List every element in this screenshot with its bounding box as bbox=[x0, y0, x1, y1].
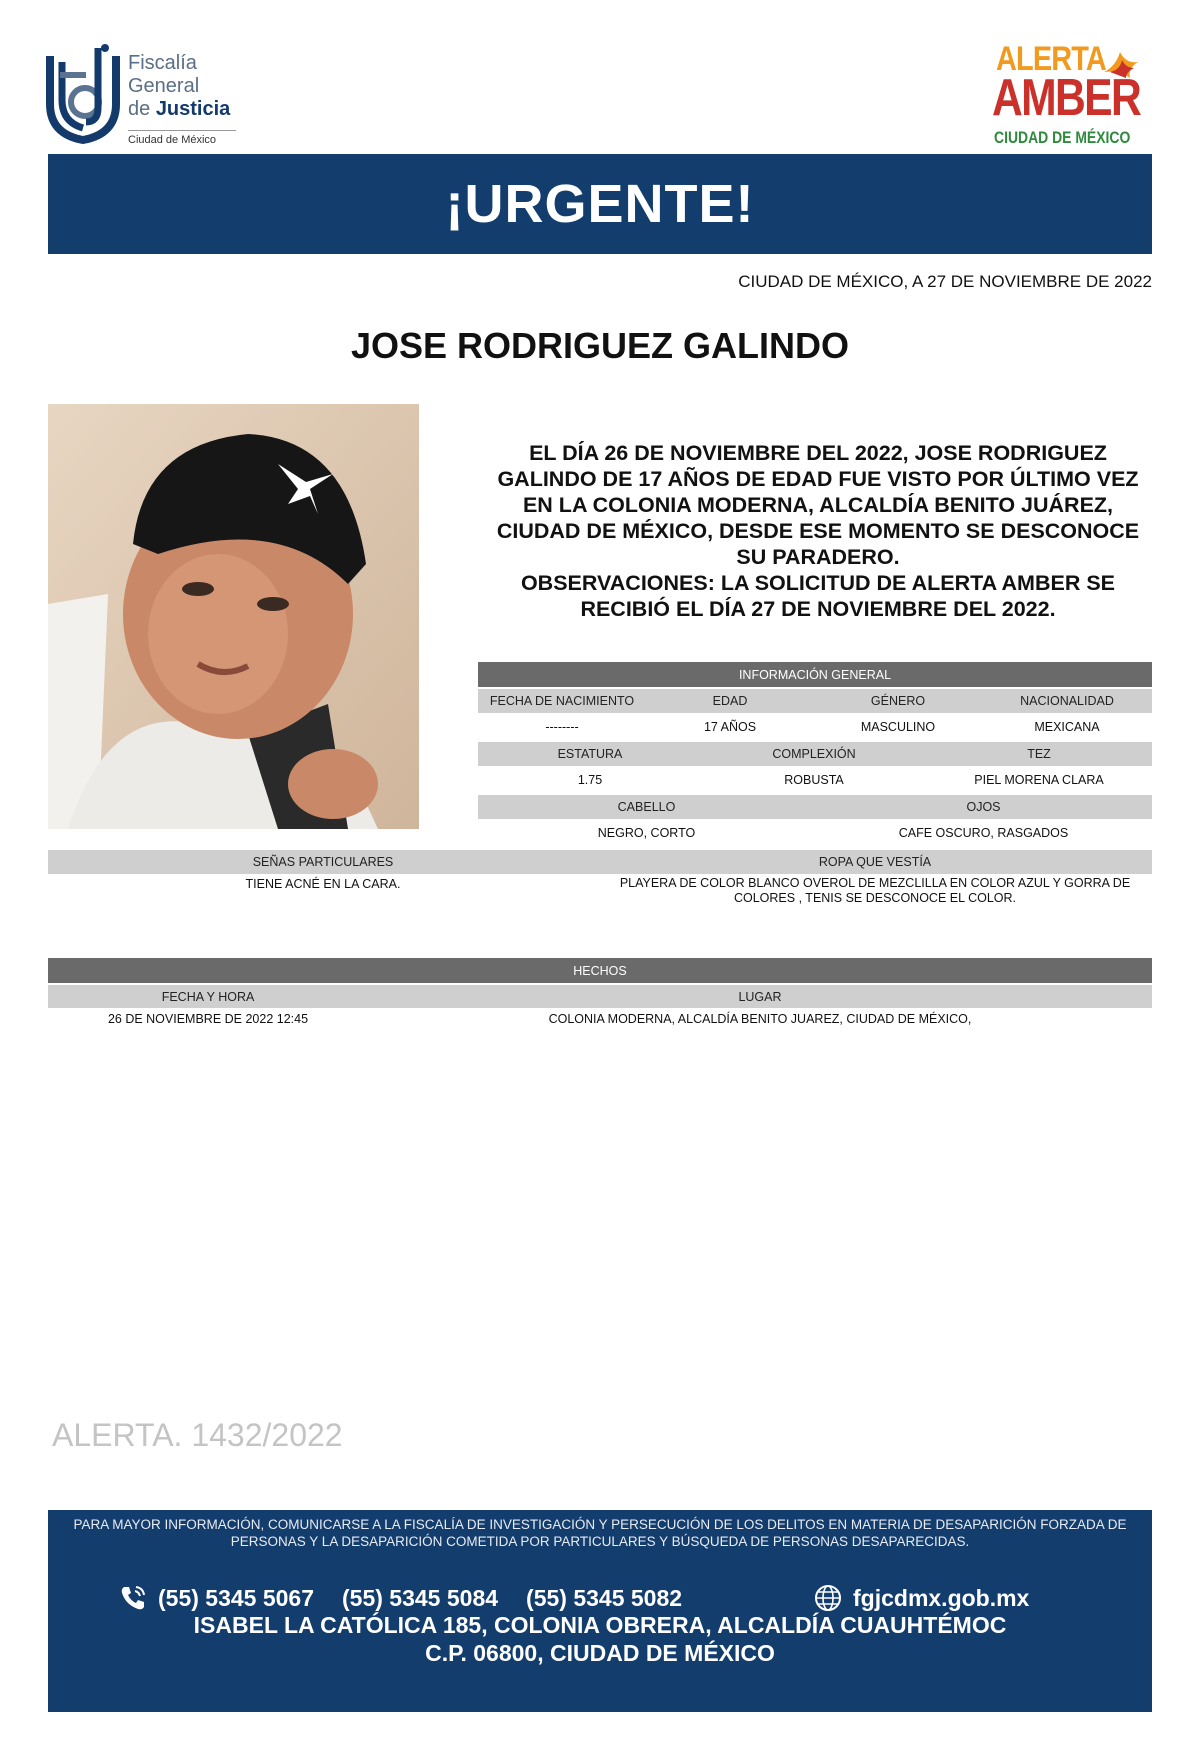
value-complexion: ROBUSTA bbox=[784, 773, 844, 787]
amber-line1: ALERTA bbox=[996, 40, 1106, 78]
label-senas: SEÑAS PARTICULARES bbox=[252, 855, 394, 869]
label-tez: TEZ bbox=[1027, 747, 1051, 761]
address-line2: C.P. 06800, CIUDAD DE MÉXICO bbox=[425, 1640, 775, 1666]
phone-icon bbox=[118, 1583, 148, 1613]
info-labels-row-1 bbox=[478, 689, 1152, 713]
value-fecha-hora: 26 DE NOVIEMBRE DE 2022 12:45 bbox=[107, 1012, 309, 1026]
value-ojos: CAFE OSCURO, RASGADOS bbox=[898, 826, 1069, 840]
info-title: INFORMACIÓN GENERAL bbox=[738, 667, 892, 682]
info-labels-row-3 bbox=[478, 795, 1152, 819]
info-labels-row-2 bbox=[478, 742, 1152, 766]
info-values-row-4 bbox=[48, 876, 1152, 908]
label-nacionalidad: NACIONALIDAD bbox=[1020, 694, 1114, 708]
person-photo bbox=[48, 404, 419, 829]
amber-logo bbox=[990, 40, 1150, 150]
info-labels-row-4 bbox=[48, 850, 1152, 874]
hechos-title: HECHOS bbox=[573, 963, 627, 978]
hechos-labels-row bbox=[48, 985, 1152, 1009]
phone-list bbox=[118, 1583, 710, 1613]
info-values-row-3 bbox=[478, 821, 1152, 845]
label-ojos: OJOS bbox=[966, 800, 1001, 814]
value-genero: MASCULINO bbox=[860, 720, 936, 734]
label-lugar: LUGAR bbox=[738, 990, 782, 1004]
description-text: EL DÍA 26 DE NOVIEMBRE DEL 2022, JOSE RODRIGUEZ GALINDO DE 17 AÑOS DE EDAD FUE VISTO POR ÚLTIMO VEZ EN LA COLONIA MODERNA, ALCALDÍA BENITO JUÁREZ, CIUDAD DE MÉXICO, DESDE ESE MOMENTO SE DESCONOCE SU PARADERO. bbox=[496, 441, 1140, 569]
address-line1: ISABEL LA CATÓLICA 185, COLONIA OBRERA, ALCALDÍA CUAUHTÉMOC bbox=[193, 1612, 1007, 1638]
value-edad: 17 AÑOS bbox=[703, 720, 757, 734]
label-fecha-nacimiento: FECHA DE NACIMIENTO bbox=[489, 694, 635, 708]
value-nacionalidad: MEXICANA bbox=[1034, 720, 1100, 734]
fgj-logo bbox=[46, 42, 246, 147]
website-link[interactable]: fgjcdmx.gob.mx bbox=[853, 1584, 1030, 1611]
fgj-subtitle: Ciudad de México bbox=[128, 130, 236, 146]
label-cabello: CABELLO bbox=[617, 800, 676, 814]
alert-code: ALERTA. 1432/2022 bbox=[52, 1417, 343, 1453]
observations-text: OBSERVACIONES: LA SOLICITUD DE ALERTA AMBER SE RECIBIÓ EL DÍA 27 DE NOVIEMBRE DEL 2022. bbox=[520, 571, 1116, 621]
info-title-row bbox=[478, 662, 1152, 687]
phone-2[interactable]: (55) 5345 5084 bbox=[342, 1584, 499, 1611]
footer bbox=[48, 1510, 1152, 1712]
hechos-title-row bbox=[48, 958, 1152, 983]
label-estatura: ESTATURA bbox=[557, 747, 623, 761]
fgj-wordmark bbox=[128, 52, 230, 121]
value-estatura: 1.75 bbox=[577, 773, 603, 787]
hechos-values-row bbox=[48, 1008, 1152, 1030]
fgj-line2: General bbox=[128, 75, 200, 97]
value-cabello: NEGRO, CORTO bbox=[597, 826, 696, 840]
value-senas: TIENE ACNÉ EN LA CARA. bbox=[245, 877, 401, 891]
phone-3[interactable]: (55) 5345 5082 bbox=[526, 1584, 683, 1611]
amber-line3: CIUDAD DE MÉXICO bbox=[994, 128, 1131, 147]
value-lugar: COLONIA MODERNA, ALCALDÍA BENITO JUAREZ, CIUDAD DE MÉXICO, bbox=[548, 1012, 972, 1026]
fgj-emblem-icon bbox=[46, 42, 120, 144]
person-name: JOSE RODRIGUEZ GALINDO bbox=[350, 325, 850, 366]
value-tez: PIEL MORENA CLARA bbox=[974, 773, 1104, 787]
label-genero: GÉNERO bbox=[870, 694, 926, 708]
info-values-row-1 bbox=[478, 715, 1152, 739]
fgj-line3-bold: Justicia bbox=[155, 98, 231, 120]
label-complexion: COMPLEXIÓN bbox=[772, 747, 856, 761]
date-line: CIUDAD DE MÉXICO, A 27 DE NOVIEMBRE DE 2022 bbox=[738, 272, 1152, 291]
info-values-row-2 bbox=[478, 768, 1152, 792]
fgj-line1: Fiscalía bbox=[128, 52, 197, 74]
fgj-line3-pre: de bbox=[128, 98, 151, 120]
footer-info: PARA MAYOR INFORMACIÓN, COMUNICARSE A LA FISCALÍA DE INVESTIGACIÓN Y PERSECUCIÓN DE LOS DELITOS EN MATERIA DE DESAPARICIÓN FORZADA DE PERSONAS Y LA DESAPARICIÓN COMETIDA POR PARTICULARES Y BÚSQUEDA DE PERSONAS DESAPARECIDAS. bbox=[73, 1517, 1127, 1549]
amber-line2: AMBER bbox=[992, 69, 1141, 127]
label-edad: EDAD bbox=[712, 694, 748, 708]
description-block bbox=[488, 440, 1148, 622]
value-fecha-nacimiento: -------- bbox=[545, 720, 579, 734]
urgent-banner: ¡URGENTE! bbox=[48, 154, 1152, 254]
website-group bbox=[813, 1583, 1029, 1613]
phone-1[interactable]: (55) 5345 5067 bbox=[158, 1584, 315, 1611]
globe-icon bbox=[813, 1583, 843, 1613]
label-fecha-hora: FECHA Y HORA bbox=[161, 990, 255, 1004]
label-ropa: ROPA QUE VESTÍA bbox=[818, 855, 932, 869]
value-ropa: PLAYERA DE COLOR BLANCO OVEROL DE MEZCLILLA EN COLOR AZUL Y GORRA DE COLORES , TENIS SE DESCONOCE EL COLOR. bbox=[619, 876, 1131, 905]
